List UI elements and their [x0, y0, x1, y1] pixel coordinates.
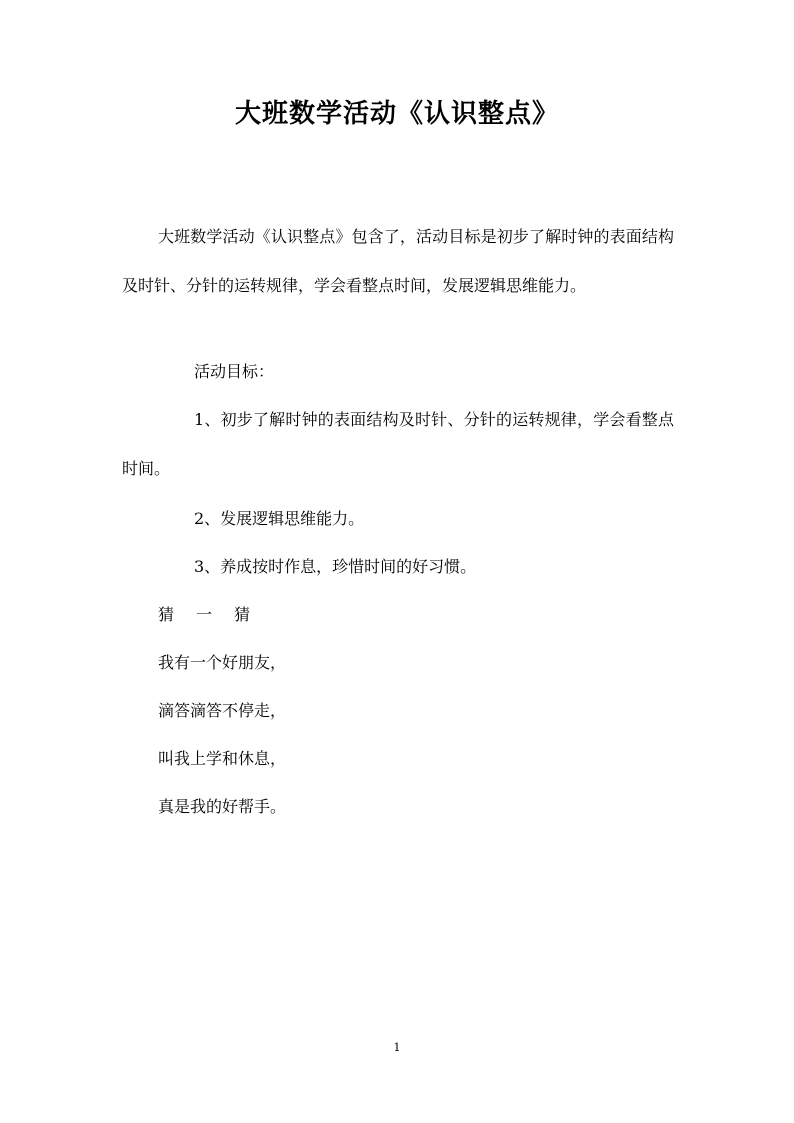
goal-item-2: 2、发展逻辑思维能力。 — [194, 509, 365, 528]
riddle-title-char: 一 — [196, 605, 213, 624]
riddle-title-char: 猜 — [158, 605, 175, 624]
riddle-title-char: 猜 — [234, 605, 251, 624]
page-number: 1 — [393, 1041, 401, 1054]
riddle-line-3: 叫我上学和休息， — [158, 749, 287, 768]
riddle-line-4: 真是我的好帮手。 — [158, 797, 287, 816]
document-title: 大班数学活动《认识整点》 — [234, 99, 559, 129]
goal-item-3: 3、养成按时作息，珍惜时间的好习惯。 — [194, 557, 477, 576]
goal-item-1: 1、初步了解时钟的表面结构及时针、分针的运转规律，学会看整点时间。 — [122, 410, 674, 478]
riddle-title — [158, 603, 272, 627]
riddle-line-1: 我有一个好朋友， — [158, 653, 287, 672]
intro-paragraph: 大班数学活动《认识整点》包含了，活动目标是初步了解时钟的表面结构及时针、分针的运转规律，学会看整点时间，发展逻辑思维能力。 — [122, 227, 674, 295]
riddle-line-2: 滴答滴答不停走， — [158, 701, 287, 720]
goals-heading: 活动目标： — [194, 362, 275, 381]
